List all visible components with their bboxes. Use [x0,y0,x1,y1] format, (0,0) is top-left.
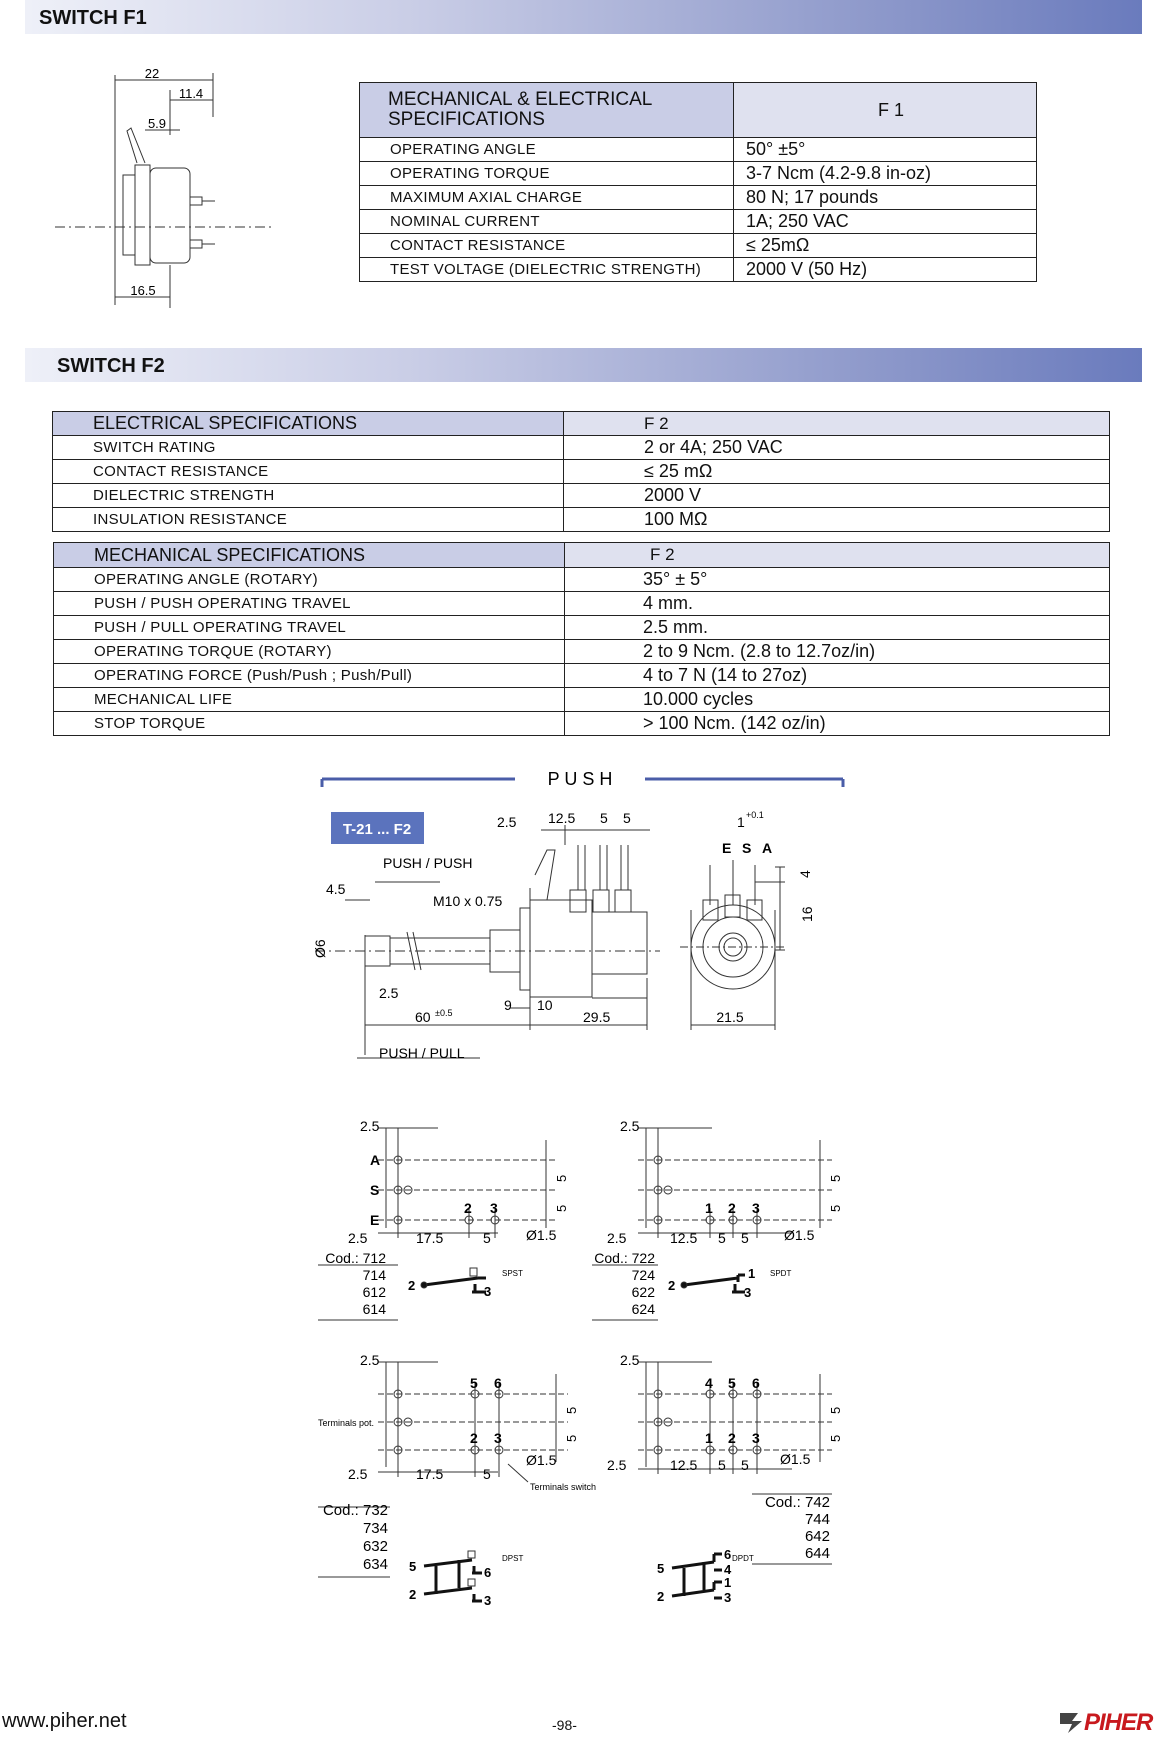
pin-label: 6 [752,1375,760,1391]
table-header-col: F 2 [564,412,1110,436]
row-value: 3-7 Ncm (4.2-9.8 in-oz) [734,162,1037,186]
dim-1: 1 [737,814,745,830]
table-header: MECHANICAL & ELECTRICAL SPECIFICATIONS [360,83,734,138]
dim-2-5-top: 2.5 [497,814,517,830]
code-list: Cod.: 732 [322,1502,388,1519]
dim-60-tolerance: ±0.5 [435,1008,453,1018]
sym-pin: 1 [748,1266,756,1281]
dim-pitch: 5 [718,1230,726,1246]
code-list: 614 [362,1301,386,1317]
row-label: SWITCH RATING [53,436,564,460]
footer-url[interactable]: www.piher.net [2,1710,127,1732]
sym-pin: 3 [744,1285,752,1300]
section-header-f2 [25,348,1142,382]
row-label: OPERATING TORQUE [360,162,734,186]
code-list: Cod.: 712 [325,1250,386,1266]
table-header-col: F 2 [565,543,1110,568]
dim-top: 2.5 [620,1118,640,1134]
dim-bottom: 2.5 [607,1230,627,1246]
code-list: 624 [631,1301,655,1317]
dim-bottom: 2.5 [607,1457,627,1473]
code-list: 724 [631,1267,655,1283]
label-thread: M10 x 0.75 [433,893,503,909]
pin-label: 5 [728,1375,736,1391]
row-value: 2000 V [564,484,1110,508]
pin-label: 3 [752,1200,760,1216]
label-push-push: PUSH / PUSH [383,855,473,871]
hole-dia: Ø1.5 [526,1452,557,1468]
code-list: 744 [804,1511,830,1528]
row-label: OPERATING TORQUE (ROTARY) [54,640,565,664]
section-header-f1 [25,0,1142,34]
model-badge-label: T-21 ... F2 [342,821,412,838]
dim-4-5: 4.5 [326,881,346,897]
row-label: MECHANICAL LIFE [54,688,565,712]
dim-spacing: 12.5 [670,1230,698,1246]
terminals-switch-label: Terminals switch [530,1482,597,1492]
dim-22: 22 [144,66,160,81]
hole-dia: Ø1.5 [784,1227,815,1243]
dim-21-5: 21.5 [716,1009,744,1025]
sym-pin: 2 [657,1589,665,1604]
row-value: 2.5 mm. [565,616,1110,640]
switch-type: SPST [502,1269,523,1278]
dim-spacing: 12.5 [670,1457,698,1473]
sym-pin: 2 [409,1587,417,1602]
dim-vert: 5 [828,1406,843,1414]
row-label: INSULATION RESISTANCE [53,508,564,532]
table-header-col: F 1 [734,83,1037,138]
code-list: 714 [362,1267,386,1283]
brand-name: PIHER [1084,1709,1153,1736]
dim-pitch: 5 [741,1457,749,1473]
table-header: ELECTRICAL SPECIFICATIONS [53,412,564,436]
sym-pin: 2 [668,1278,676,1293]
code-list: 644 [804,1545,830,1562]
row-value: 4 to 7 N (14 to 27oz) [565,664,1110,688]
dim-5-b: 5 [623,810,631,826]
push-drawing [312,760,855,1070]
section-title: SWITCH F2 [57,355,165,377]
row-value: 2000 V (50 Hz) [734,258,1037,282]
code-list: 632 [362,1538,388,1555]
sym-pin: 3 [484,1593,492,1608]
row-value: ≤ 25mΩ [734,234,1037,258]
sym-pin: 2 [408,1278,416,1293]
dim-pitch: 5 [483,1230,491,1246]
dim-5-a: 5 [600,810,608,826]
row-label: STOP TORQUE [54,712,565,736]
dim-16: 16 [799,906,815,922]
code-list: Cod.: 722 [594,1250,655,1266]
dim-pitch: 5 [483,1466,491,1482]
f1-switch-drawing [55,65,285,310]
terminals-pot-label: Terminals pot. [318,1418,375,1428]
page-number: -98- [552,1717,577,1733]
dim-vert: 5 [828,1174,843,1182]
sym-pin: 1 [724,1575,732,1590]
row-value: > 100 Ncm. (142 oz/in) [565,712,1110,736]
dim-vert: 5 [828,1434,843,1442]
f2-electrical-table [52,411,1110,532]
pin-label: 5 [470,1375,478,1391]
pin-label: 3 [494,1430,502,1446]
row-value: 2 or 4A; 250 VAC [564,436,1110,460]
layout-dpdt [592,1352,862,1605]
dim-12-5: 12.5 [548,810,576,826]
dim-top: 2.5 [360,1352,380,1368]
hole-dia: Ø1.5 [780,1451,811,1467]
row-value: 4 mm. [565,592,1110,616]
dim-top: 2.5 [620,1352,640,1368]
row-label: PUSH / PUSH OPERATING TRAVEL [54,592,565,616]
dim-11-4: 11.4 [178,86,204,101]
pin-label: 1 [705,1200,713,1216]
sym-pin: 6 [724,1547,732,1562]
f1-spec-table [359,82,1037,282]
row-value: 2 to 9 Ncm. (2.8 to 12.7oz/in) [565,640,1110,664]
hole-dia: Ø1.5 [526,1227,557,1243]
dim-spacing: 17.5 [416,1230,444,1246]
dim-9: 9 [504,997,512,1013]
table-header: MECHANICAL SPECIFICATIONS [54,543,565,568]
row-label: OPERATING FORCE (Push/Push ; Push/Pull) [54,664,565,688]
row-label: OPERATING ANGLE (ROTARY) [54,568,565,592]
layout-spdt [592,1118,862,1318]
row-label: CONTACT RESISTANCE [360,234,734,258]
dim-60: 60 [415,1009,431,1025]
dim-top: 2.5 [360,1118,380,1134]
dim-16-5: 16.5 [130,283,156,298]
row-label: OPERATING ANGLE [360,138,734,162]
section-title: SWITCH F1 [39,7,147,29]
dim-spacing: 17.5 [416,1466,444,1482]
label-push-pull: PUSH / PULL [379,1045,465,1061]
sym-pin: 5 [409,1559,417,1574]
row-value: 10.000 cycles [565,688,1110,712]
pin-label: 3 [490,1200,498,1216]
row-label: TEST VOLTAGE (DIELECTRIC STRENGTH) [360,258,734,282]
dim-vert: 5 [828,1204,843,1212]
dim-vert: 5 [564,1434,579,1442]
brand-logo [1058,1709,1153,1740]
row-value: 100 MΩ [564,508,1110,532]
row-value: 80 N; 17 pounds [734,186,1037,210]
sym-pin: 3 [724,1590,732,1605]
switch-type: DPST [502,1554,524,1563]
dim-2-5-shaft: 2.5 [379,985,399,1001]
pin-label: 4 [705,1375,713,1391]
dim-vert: 5 [554,1174,569,1182]
terminal-a: A [762,840,773,856]
row-label: DIELECTRIC STRENGTH [53,484,564,508]
pin-label: 2 [728,1430,736,1446]
row-label: NOMINAL CURRENT [360,210,734,234]
code-list: 612 [362,1284,386,1300]
code-list: 642 [804,1528,830,1545]
f2-mechanical-table [53,542,1110,736]
terminal-s: S [370,1182,380,1198]
sym-pin: 6 [484,1565,492,1580]
dim-pitch: 5 [718,1457,726,1473]
pin-label: 2 [470,1430,478,1446]
pin-label: 2 [464,1200,472,1216]
row-label: MAXIMUM AXIAL CHARGE [360,186,734,210]
dim-5-9: 5.9 [147,116,167,131]
push-title: P U S H [547,769,613,789]
dim-pitch: 5 [741,1230,749,1246]
code-list: 734 [362,1520,388,1537]
row-label: CONTACT RESISTANCE [53,460,564,484]
row-value: ≤ 25 mΩ [564,460,1110,484]
sym-pin: 3 [484,1284,492,1299]
switch-type: DPDT [732,1554,754,1563]
terminal-a: A [370,1152,381,1168]
dim-29-5: 29.5 [583,1009,611,1025]
row-value: 1A; 250 VAC [734,210,1037,234]
pin-label: 2 [728,1200,736,1216]
terminal-e: E [722,840,732,856]
code-list: 622 [631,1284,655,1300]
layout-dpst [318,1352,598,1608]
pin-label: 6 [494,1375,502,1391]
pin-label: 1 [705,1430,713,1446]
terminal-e: E [370,1212,380,1228]
dim-bottom: 2.5 [348,1230,368,1246]
layout-spst [318,1118,588,1318]
sym-pin: 5 [657,1561,665,1576]
dim-bottom: 2.5 [348,1466,368,1482]
row-label: PUSH / PULL OPERATING TRAVEL [54,616,565,640]
label-dia6: Ø6 [312,939,328,958]
dim-10: 10 [537,997,553,1013]
terminal-s: S [742,840,752,856]
switch-type: SPDT [770,1269,792,1278]
dim-1-tolerance: +0.1 [746,810,764,820]
code-list: 634 [362,1556,388,1573]
pin-label: 3 [752,1430,760,1446]
dim-vert: 5 [564,1406,579,1414]
dim-vert: 5 [554,1204,569,1212]
row-value: 35° ± 5° [565,568,1110,592]
code-list: Cod.: 742 [764,1494,830,1511]
row-value: 50° ±5° [734,138,1037,162]
sym-pin: 4 [724,1562,732,1577]
dim-4: 4 [797,870,813,878]
